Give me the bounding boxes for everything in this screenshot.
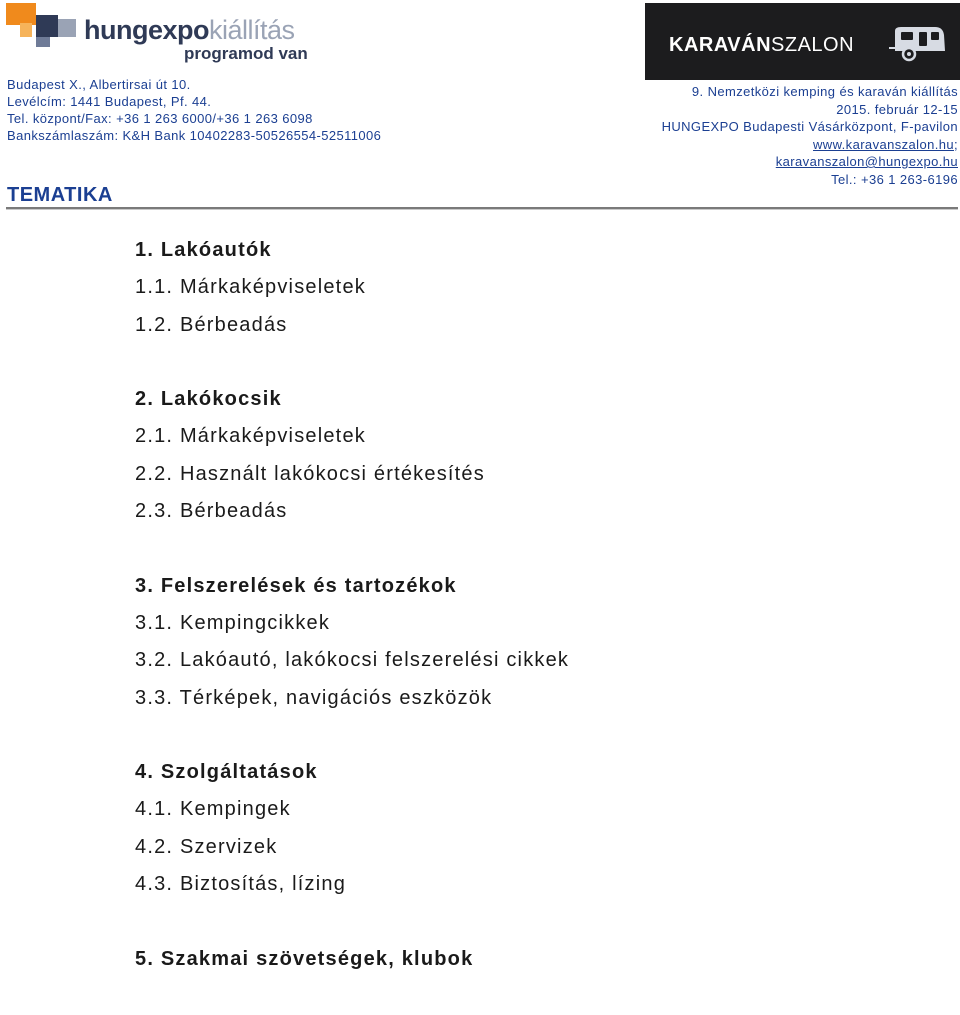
item-label: Használt lakókocsi értékesítés — [179, 462, 485, 485]
item-label: Lakóautó, lakókocsi felszerelési cikkek — [179, 649, 570, 671]
item-number: 1.2. — [135, 313, 174, 336]
event-website-row — [662, 136, 958, 154]
section-number: 2. — [135, 388, 155, 410]
section-title-text: Lakókocsik — [160, 388, 282, 410]
section-title-text: Felszerelések és tartozékok — [160, 574, 457, 597]
list-item — [135, 642, 569, 680]
section-title — [135, 568, 569, 605]
section-title-text: Szolgáltatások — [160, 761, 318, 783]
event-title: 9. Nemzetközi kemping és karaván kiállítás — [691, 84, 958, 99]
section-title — [135, 381, 569, 418]
list-item — [135, 269, 569, 307]
section-title — [135, 941, 569, 978]
list-item — [135, 680, 569, 718]
karavanszalon-wordmark — [669, 34, 854, 57]
item-label: Térképek, navigációs eszközök — [179, 686, 493, 709]
hungexpo-tagline: programod van — [184, 44, 308, 63]
address-line: Bankszámlaszám: K&H Bank 10402283-50526554-52511006 — [7, 128, 382, 143]
list-item — [135, 418, 569, 456]
section-number: 5. — [135, 947, 155, 970]
website-link[interactable]: www.karavanszalon.hu — [813, 136, 954, 152]
item-label: Szervizek — [179, 835, 278, 858]
section-lakoautok — [135, 232, 569, 344]
item-number: 4.2. — [135, 835, 174, 858]
item-number: 4.1. — [135, 798, 174, 820]
section-lakokocsik — [135, 381, 569, 531]
organizer-address — [7, 76, 381, 144]
header-divider — [6, 207, 958, 210]
item-label: Márkaképviseletek — [179, 425, 366, 447]
item-label: Bérbeadás — [179, 500, 288, 522]
list-item — [135, 493, 569, 531]
item-number: 2.2. — [135, 462, 174, 485]
item-label: Márkaképviseletek — [179, 276, 366, 298]
item-label: Kempingcikkek — [179, 611, 331, 634]
topic-list — [135, 232, 569, 1015]
email-link[interactable]: karavanszalon@hungexpo.hu — [775, 154, 958, 169]
hungexpo-wordmark — [84, 17, 295, 44]
hungexpo-logo — [6, 3, 306, 65]
event-venue: HUNGEXPO Budapesti Vásárközpont, F-pavilon — [661, 119, 958, 134]
page-title: TEMATIKA — [7, 184, 113, 206]
item-number: 3.2. — [135, 649, 174, 671]
hungexpo-wordmark-part1: hungexpo — [84, 15, 209, 45]
item-number: 1.1. — [135, 276, 174, 298]
item-number: 3.1. — [135, 611, 174, 634]
item-number: 3.3. — [135, 686, 174, 709]
hungexpo-wordmark-part2: kiállítás — [209, 15, 295, 45]
list-item — [135, 866, 569, 904]
karavanszalon-wordmark-bold: KARAVÁN — [669, 34, 772, 56]
item-number: 2.3. — [135, 500, 174, 522]
event-phone: Tel.: +36 1 263-6196 — [831, 171, 958, 187]
section-number: 4. — [135, 761, 155, 783]
list-item — [135, 456, 569, 494]
list-item — [135, 791, 569, 829]
section-felszerelesek — [135, 568, 569, 718]
event-info — [662, 83, 958, 188]
event-date: 2015. február 12-15 — [836, 101, 958, 117]
list-item — [135, 307, 569, 345]
website-separator: ; — [953, 136, 958, 152]
section-number: 3. — [135, 574, 155, 597]
section-szovetsegek — [135, 941, 569, 978]
section-title-text: Szakmai szövetségek, klubok — [160, 947, 474, 970]
item-number: 4.3. — [135, 873, 174, 895]
karavanszalon-wordmark-rest: SZALON — [771, 34, 855, 56]
list-item — [135, 605, 569, 643]
item-number: 2.1. — [135, 425, 174, 447]
caravan-icon — [889, 25, 947, 63]
section-title-text: Lakóautók — [160, 239, 272, 261]
item-label: Biztosítás, lízing — [179, 873, 347, 895]
item-label: Kempingek — [179, 798, 291, 820]
section-szolgaltatasok — [135, 754, 569, 904]
karavanszalon-logo — [645, 3, 960, 80]
section-number: 1. — [135, 239, 155, 261]
address-line: Budapest X., Albertirsai út 10. — [7, 77, 191, 92]
item-label: Bérbeadás — [179, 313, 288, 336]
hungexpo-logo-mark — [6, 3, 78, 65]
address-line: Tel. központ/Fax: +36 1 263 6000/+36 1 263 6098 — [7, 111, 313, 126]
section-title — [135, 754, 569, 791]
list-item — [135, 829, 569, 867]
address-line: Levélcím: 1441 Budapest, Pf. 44. — [7, 94, 212, 109]
section-title — [135, 232, 569, 269]
